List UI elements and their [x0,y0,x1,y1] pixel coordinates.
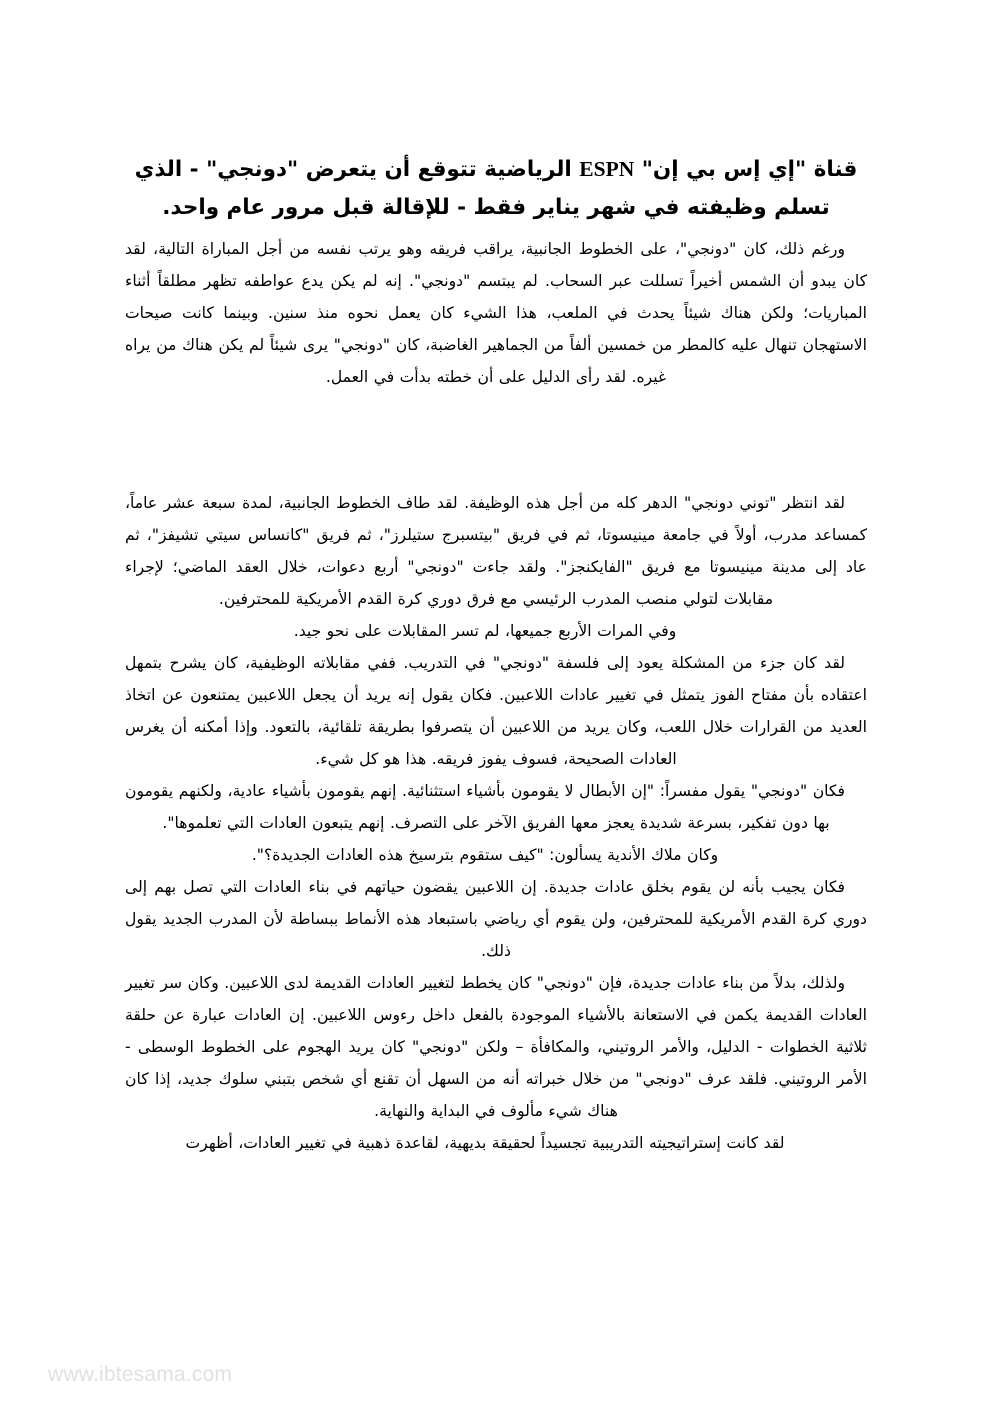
page-title-part-1: قناة "إي إس بي إن" [634,157,858,182]
section-divider-gap [125,393,867,487]
paragraph-s2-3: فكان "دونجي" يقول مفسراً: "إن الأبطال لا يقومون بأشياء استثنائية. إنهم يقومون بأشياء عادية، ولكنهم يقومون بها دون تفكير، بسرعة شديدة يعجز معها الفريق الآخر على التصرف. إنهم يتبعون العادات التي تعلموها". [125,782,845,832]
page-title-latin-term: ESPN [579,157,635,181]
paragraph-s2-7: لقد كانت إستراتيجيته التدريبية تجسيداً لحقيقة بديهية، لقاعدة ذهبية في تغيير العادات، أظهرت [185,1134,785,1152]
paragraph-s2-1: وفي المرات الأربع جميعها، لم تسر المقابلات على نحو جيد. [293,622,677,640]
paragraph-s2-5: فكان يجيب بأنه لن يقوم بخلق عادات جديدة. إن اللاعبين يقضون حياتهم في بناء العادات التي تصل بهم إلى دوري كرة القدم الأمريكية للمحترفين، ولن يقوم أي رياضي باستبعاد هذه الأنماط ببساطة لأن المدرب الجديد يقول ذلك. [125,878,867,960]
paragraph-s2-6: ولذلك، بدلاً من بناء عادات جديدة، فإن "دونجي" كان يخطط لتغيير العادات القديمة لدى اللاعبين. وكان سر تغيير العادات القديمة يكمن في الاستعانة بالأشياء الموجودة بالفعل داخل رءوس اللاعبين. إن العادات عبارة عن حلقة ثلاثية الخطوات - الدليل، والأمر الروتيني، والمكافأة – ولكن "دونجي" كان يريد الهجوم على الخطوط الوسطى - الأمر الروتيني. فلقد عرف "دونجي" من خلال خبراته أنه من السهل أن تقنع أي شخص بتبني سلوك جديد، إذا كان هناك شيء مألوف في البداية والنهاية. [125,974,867,1120]
paragraph-s1-0: ورغم ذلك، كان "دونجي"، على الخطوط الجانبية، يراقب فريقه وهو يرتب نفسه من أجل المباراة التالية، لقد كان يبدو أن الشمس أخيراً تسللت عبر السحاب. لم يبتسم "دونجي". إنه لم يكن يدع عواطفه تظهر مطلقاً أثناء المباريات؛ ولكن هناك شيئاً يحدث في الملعب، هذا الشيء كان يعمل نحوه منذ سنين. وبينما كانت صيحات الاستهجان تنهال عليه كالمطر من خمسين ألفاً من الجماهير الغاضبة، كان "دونجي" يرى شيئاً لم يكن هناك من يراه غيره. لقد رأى الدليل على أن خطته بدأت في العمل. [125,240,867,386]
paragraph-s2-0: لقد انتظر "توني دونجي" الدهر كله من أجل هذه الوظيفة. لقد طاف الخطوط الجانبية، لمدة سبعة عشر عاماً، كمساعد مدرب، أولاً في جامعة مينيسوتا، ثم في فريق "بيتسبرج ستيلرز"، ثم فريق "كانساس سيتي تشيفز"، ثم عاد إلى مدينة مينيسوتا مع فريق "الفايكنجز". ولقد جاءت "دونجي" أربع دعوات، خلال العقد الماضي؛ لإجراء مقابلات لتولي منصب المدرب الرئيسي مع فرق دوري كرة القدم الأمريكية للمحترفين. [125,494,867,608]
document-content [125,150,867,1159]
paragraph-s2-2: لقد كان جزء من المشكلة يعود إلى فلسفة "دونجي" في التدريب. ففي مقابلاته الوظيفية، كان يشرح بتمهل اعتقاده بأن مفتاح الفوز يتمثل في تغيير عادات اللاعبين. فكان يقول إنه يريد أن يجعل اللاعبين يمتنعون عن اتخاذ العديد من القرارات خلال اللعب، وكان يريد من اللاعبين أن يتصرفوا بطريقة تلقائية، بالتعود. وإذا أمكنه أن يغرس العادات الصحيحة، فسوف يفوز فريقه. هذا هو كل شيء. [125,654,867,768]
page-title [125,150,867,227]
site-watermark: www.ibtesama.com [48,1363,233,1386]
page-title-part-2: الرياضية تتوقع أن يتعرض "دونجي" - الذي تسلم وظيفته في شهر يناير فقط - للإقالة قبل مرور عام واحد. [134,157,830,220]
paragraph-s2-4: وكان ملاك الأندية يسألون: "كيف ستقوم بترسيخ هذه العادات الجديدة؟". [251,846,719,864]
